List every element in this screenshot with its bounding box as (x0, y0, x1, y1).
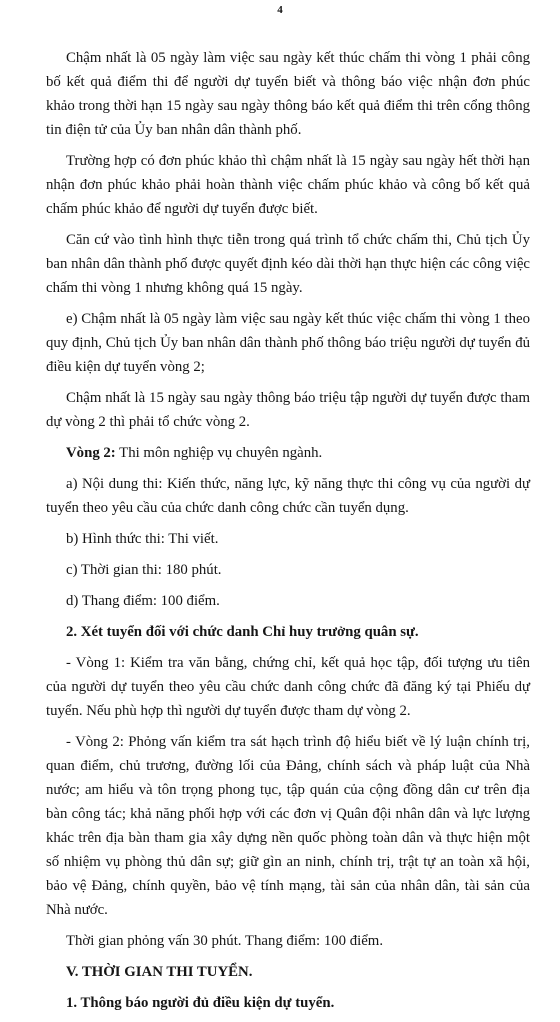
paragraph-item-b: b) Hình thức thi: Thi viết. (66, 531, 219, 547)
paragraph-round2-heading (46, 441, 530, 465)
section-heading-military: 2. Xét tuyển đối với chức danh Chỉ huy trưởng quân sự. (66, 624, 419, 640)
round2-label: Vòng 2: (66, 445, 116, 461)
page-number: 4 (277, 4, 283, 16)
paragraph-item-e: e) Chậm nhất là 05 ngày làm việc sau ngày kết thúc việc chấm thi vòng 1 theo quy định, Chủ tịch Ủy ban nhân dân thành phố thông báo triệu người dự tuyển đủ điều kiện dự tuyển vòng 2; (46, 311, 530, 375)
document-body (46, 46, 530, 1022)
paragraph-appeal-review: Trường hợp có đơn phúc khảo thì chậm nhất là 15 ngày sau ngày hết thời hạn nhận đơn phúc khảo phải hoàn thành việc chấm phúc khảo và công bố kết quả chấm phúc khảo để người dự tuyển được biết. (46, 153, 530, 217)
paragraph-interview-time: Thời gian phỏng vấn 30 phút. Thang điểm: 100 điểm. (66, 933, 384, 949)
paragraph-item-c: c) Thời gian thi: 180 phút. (66, 562, 222, 578)
paragraph-round2-schedule: Chậm nhất là 15 ngày sau ngày thông báo triệu tập người dự tuyển được tham dự vòng 2 thì phải tổ chức vòng 2. (46, 390, 530, 430)
paragraph-extension: Căn cứ vào tình hình thực tiễn trong quá trình tổ chức chấm thi, Chủ tịch Ủy ban nhân dân thành phố được quyết định kéo dài thời hạn thực hiện các công việc chấm thi vòng 1 nhưng không quá 15 ngày. (46, 232, 530, 296)
round2-text: Thi môn nghiệp vụ chuyên ngành. (115, 445, 323, 461)
subsection-heading-eligible: 1. Thông báo người đủ điều kiện dự tuyển. (66, 995, 335, 1011)
paragraph-item-a: a) Nội dung thi: Kiến thức, năng lực, kỹ năng thực thi công vụ của người dự tuyển theo yêu cầu của chức danh công chức cần tuyển dụng. (46, 476, 530, 516)
paragraph-item-d: d) Thang điểm: 100 điểm. (66, 593, 220, 609)
paragraph-military-round2: - Vòng 2: Phỏng vấn kiểm tra sát hạch trình độ hiểu biết về lý luận chính trị, quan điểm, chủ trương, đường lối của Đảng, chính sách và pháp luật của Nhà nước; am hiểu và tôn trọng phong tục, tập quán của cộng đồng dân cư trên địa bàn công tác; khả năng phối hợp với các đơn vị Quân đội nhân dân và lực lượng khác trên địa bàn tham gia xây dựng nền quốc phòng toàn dân và thực hiện một số nhiệm vụ phòng thủ dân sự; giữ gìn an ninh, chính trị, trật tự an toàn xã hội, bảo vệ Đảng, chính quyền, bảo vệ tính mạng, tài sản của nhân dân, tài sản của Nhà nước. (46, 734, 530, 918)
paragraph-result-announcement: Chậm nhất là 05 ngày làm việc sau ngày kết thúc chấm thi vòng 1 phải công bố kết quả điểm thi để người dự tuyển biết và thông báo việc nhận đơn phúc khảo trong thời hạn 15 ngày sau ngày thông báo kết quả điểm thi trên cổng thông tin điện tử của Ủy ban nhân dân thành phố. (46, 50, 530, 138)
paragraph-military-round1: - Vòng 1: Kiểm tra văn bằng, chứng chỉ, kết quả học tập, đối tượng ưu tiên của người dự tuyển theo yêu cầu chức danh công chức đã đăng ký tại Phiếu dự tuyển. Nếu phù hợp thì người dự tuyển được tham dự vòng 2. (46, 655, 530, 719)
section-heading-exam-time: V. THỜI GIAN THI TUYỂN. (66, 964, 253, 980)
